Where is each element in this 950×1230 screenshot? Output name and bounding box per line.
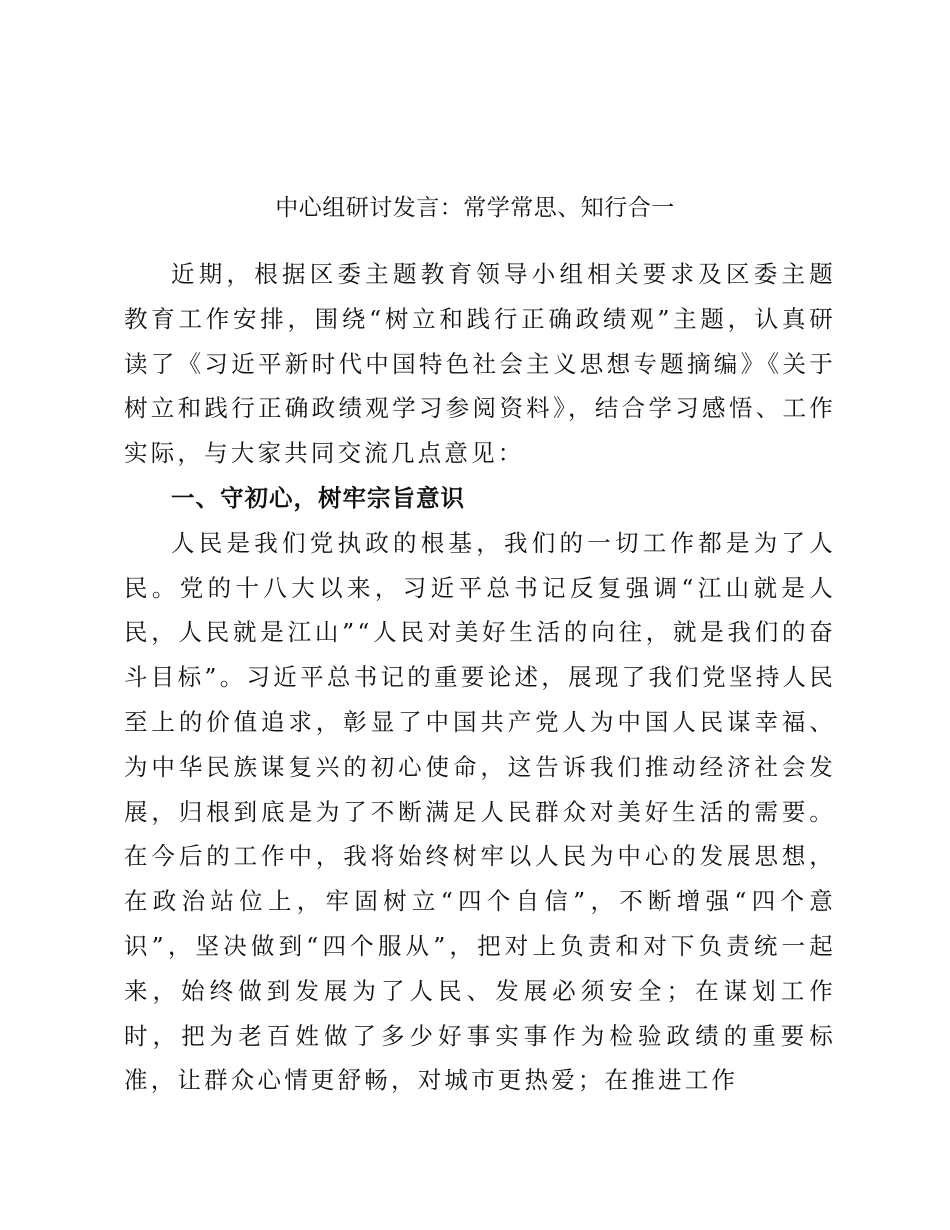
intro-paragraph: 近期，根据区委主题教育领导小组相关要求及区委主题教育工作安排，围绕“树立和践行正确政绩观”主题，认真研读了《习近平新时代中国特色社会主义思想专题摘编》《关于树立和践行正确政绩观学习参阅资料》，结合学习感悟、工作实际，与大家共同交流几点意见： [124, 260, 836, 468]
section-heading: 一、守初心，树牢宗旨意识 [171, 483, 465, 512]
document-body [124, 252, 836, 1103]
document-title: 中心组研讨发言：常学常思、知行合一 [275, 195, 675, 221]
section-paragraph: 人民是我们党执政的根基，我们的一切工作都是为了人民。党的十八大以来，习近平总书记反复强调“江山就是人民，人民就是江山”“人民对美好生活的向往，就是我们的奋斗目标”。习近平总书记的重要论述，展现了我们党坚持人民至上的价值追求，彰显了中国共产党人为中国人民谋幸福、为中华民族谋复兴的初心使命，这告诉我们推动经济社会发展，归根到底是为了不断满足人民群众对美好生活的需要。在今后的工作中，我将始终树牢以人民为中心的发展思想，在政治站位上，牢固树立“四个自信”，不断增强“四个意识”，坚决做到“四个服从”，把对上负责和对下负责统一起来，始终做到发展为了人民、发展必须安全；在谋划工作时，把为老百姓做了多少好事实事作为检验政绩的重要标准，让群众心情更舒畅，对城市更热爱；在推进工作 [124, 528, 836, 1095]
